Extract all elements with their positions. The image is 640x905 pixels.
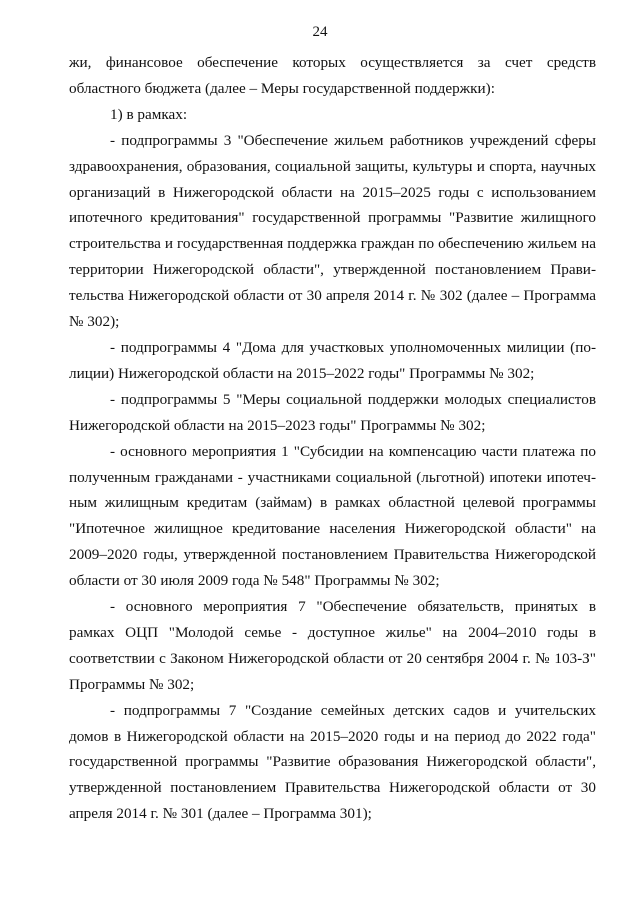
paragraph-subprogram-3: - подпрограммы 3 "Обеспечение жильем работников учреждений сферы здравоохранения, образования, социальной защиты, культуры и спорта, научных организаций в Нижегородской области на 2015–2025 годы с использованием ипотечного кредитования" государственной программы "Развитие жилищного строительства и государственная поддержка граждан по обеспечению жильем на территории Нижегородской области", утвержденной постановлением Правительства Нижегородской области от 30 апреля 2014 г. № 302 (далее – Программа № 302); — [69, 131, 596, 331]
paragraph-main-activity-1: - основного мероприятия 1 "Субсидии на компенсацию части платежа по полученным гражданами - участниками социальной (льготной) ипотеки ипотечным жилищным кредитам (займам) в рамках областной целевой программы "Ипотечное жилищное кредитование населения Нижегородской области" на 2009–2020 годы, утвержденной постановлением Правительства Нижегородской области от 30 июля 2009 года № 548" Программы № 302; — [69, 442, 596, 590]
paragraph-main-activity-7: - основного мероприятия 7 "Обеспечение обязательств, принятых в рамках ОЦП "Молодой семье - доступное жилье" на 2004–2010 годы в соответствии с Законом Нижегородской области от 20 сентября 2004 г. № 103-З" Программы № 302; — [69, 598, 596, 693]
page-number: 24 — [312, 24, 328, 40]
document-body — [69, 50, 596, 827]
paragraph-list-heading: 1) в рамках: — [110, 105, 188, 123]
paragraph-subprogram-5: - подпрограммы 5 "Меры социальной поддержки молодых специалистов Нижегородской области на 2015–2023 годы" Программы № 302; — [69, 390, 596, 434]
paragraph-subprogram-4: - подпрограммы 4 "Дома для участковых уполномоченных милиции (полиции) Нижегородской области на 2015–2022 годы" Программы № 302; — [69, 338, 596, 382]
paragraph-subprogram-7: - подпрограммы 7 "Создание семейных детских садов и учительских домов в Нижегородской области на 2015–2020 годы и на период до 2022 года" государственной программы "Развитие образования Нижегородской области", утвержденной постановлением Правительства Нижегородской области от 30 апреля 2014 г. № 301 (далее – Программа 301); — [69, 701, 596, 823]
paragraph-intro-continuation: жи, финансовое обеспечение которых осуществляется за счет средств областного бюджета (далее – Меры государственной поддержки): — [69, 54, 596, 97]
